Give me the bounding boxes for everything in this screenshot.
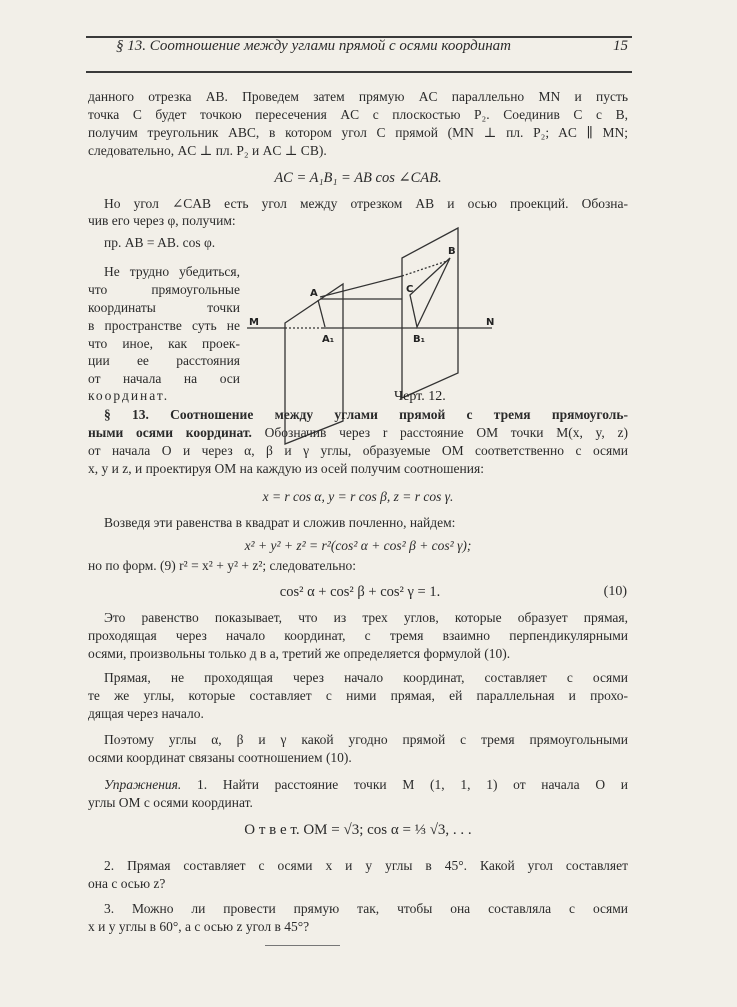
formula: x² + y² + z² = r²(cos² α + cos² β + cos² γ);	[244, 538, 472, 553]
text-line: чив его через φ, получим:	[88, 213, 236, 228]
section-text: Обозначив через r расстояние OM точки M(x, y, z)	[251, 425, 628, 440]
label-n: N	[486, 317, 495, 328]
text-line	[88, 424, 628, 442]
text-line: проходящая через начало координат, с тремя взаимно перпендикулярными	[88, 628, 628, 643]
text-line: от начала на оси	[88, 371, 240, 386]
text-line: от начала O и через α, β и γ углы, образуемые OM соответственно с осями	[88, 443, 628, 458]
text-line: Это равенство показывает, что из трех углов, которые образует прямая,	[104, 610, 628, 625]
exercise-3: 3. Можно ли провести прямую так, чтобы она составляла с осями	[104, 901, 628, 916]
triangle-cbb1	[410, 258, 450, 327]
text-line: осями, произвольны только д в а, третий же определяется формулой (10).	[88, 646, 511, 661]
text-line: Не трудно убедиться,	[104, 264, 240, 279]
answer: О т в е т. OM = √3; cos α = ⅓ √3, . . .	[244, 822, 472, 838]
label-c: C	[406, 284, 414, 295]
section-heading-line: ными осями координат.	[88, 425, 252, 440]
text-line: углы OM с осями координат.	[88, 795, 253, 810]
label-b1: B₁	[413, 334, 426, 345]
text-line: но по форм. (9) r² = x² + y² + z²; следовательно:	[88, 558, 357, 573]
section-heading	[104, 406, 628, 424]
label-b: B	[448, 246, 456, 257]
formula: x = r cos α, y = r cos β, z = r cos γ.	[262, 489, 454, 504]
formula: cos² α + cos² β + cos² γ = 1.	[279, 584, 441, 600]
label-a: A	[310, 288, 318, 299]
text-line: Прямая, не проходящая через начало координат, составляет с осями	[104, 670, 628, 685]
text-line: дящая через начало.	[88, 706, 204, 721]
text-line: ции ее расстояния	[88, 353, 240, 368]
text-line: x и y углы в 60°, а с осью z угол в 45°?	[88, 919, 310, 934]
running-header-title: § 13. Соотношение между углами прямой с осями координат	[116, 38, 511, 54]
text-line: те же углы, которые составляет с ними прямая, ей параллельная и прохо-	[88, 688, 628, 703]
segment-aa1	[318, 300, 325, 327]
figure-caption: Черт. 12.	[394, 389, 446, 404]
section-heading-line: § 13. Соотношение между углами прямой с тремя прямоуголь-	[104, 407, 628, 422]
formula: пр. AB = AB. cos φ.	[104, 235, 216, 250]
text-line: получим треугольник ABC, в котором угол C прямой (MN ⊥ пл. P₂; AC ∥ MN;	[88, 125, 628, 140]
text-line: координат.	[88, 388, 170, 403]
page-number: 15	[613, 38, 628, 54]
text-line: следовательно, AC ⊥ пл. P₂ и AC ⊥ CB).	[88, 143, 327, 158]
exercises-title: Упражнения.	[104, 777, 182, 792]
formula: AC = A₁B₁ = AB cos ∠CAB.	[274, 170, 442, 186]
text-line: данного отрезка AB. Проведем затем прямую AC параллельно MN и пусть	[88, 89, 628, 104]
text-line: Поэтому углы α, β и γ какой угодно прямой с тремя прямоугольными	[104, 732, 628, 747]
text-line: точка C будет точкою пересечения AC с плоскостью P₂. Соединив C с B,	[88, 107, 628, 122]
equation-number: (10)	[603, 584, 627, 599]
text-line: осями координат связаны соотношением (10).	[88, 750, 352, 765]
text-line: координаты точки	[88, 300, 240, 315]
text-line: в пространстве суть не	[88, 318, 240, 333]
text-line: Но угол ∠CAB есть угол между отрезком AB и осью проекций. Обозна-	[104, 196, 628, 211]
text-line: что прямоугольные	[88, 282, 240, 297]
text-line: Возведя эти равенства в квадрат и сложив почленно, найдем:	[104, 515, 456, 530]
end-rule	[265, 945, 340, 946]
label-m: M	[249, 317, 259, 328]
exercise-2: 2. Прямая составляет с осями x и y углы в 45°. Какой угол составляет	[104, 858, 628, 873]
text-line: она с осью z?	[88, 876, 166, 891]
text-line: что иное, как проек-	[88, 336, 240, 351]
text-line: x, y и z, и проектируя OM на каждую из осей получим соотношения:	[88, 461, 484, 476]
exercise-1	[104, 776, 628, 794]
segment-ab	[320, 276, 402, 297]
exercise-text: 1. Найти расстояние точки M (1, 1, 1) от начала O и	[197, 777, 628, 792]
label-a1: A₁	[322, 334, 335, 345]
